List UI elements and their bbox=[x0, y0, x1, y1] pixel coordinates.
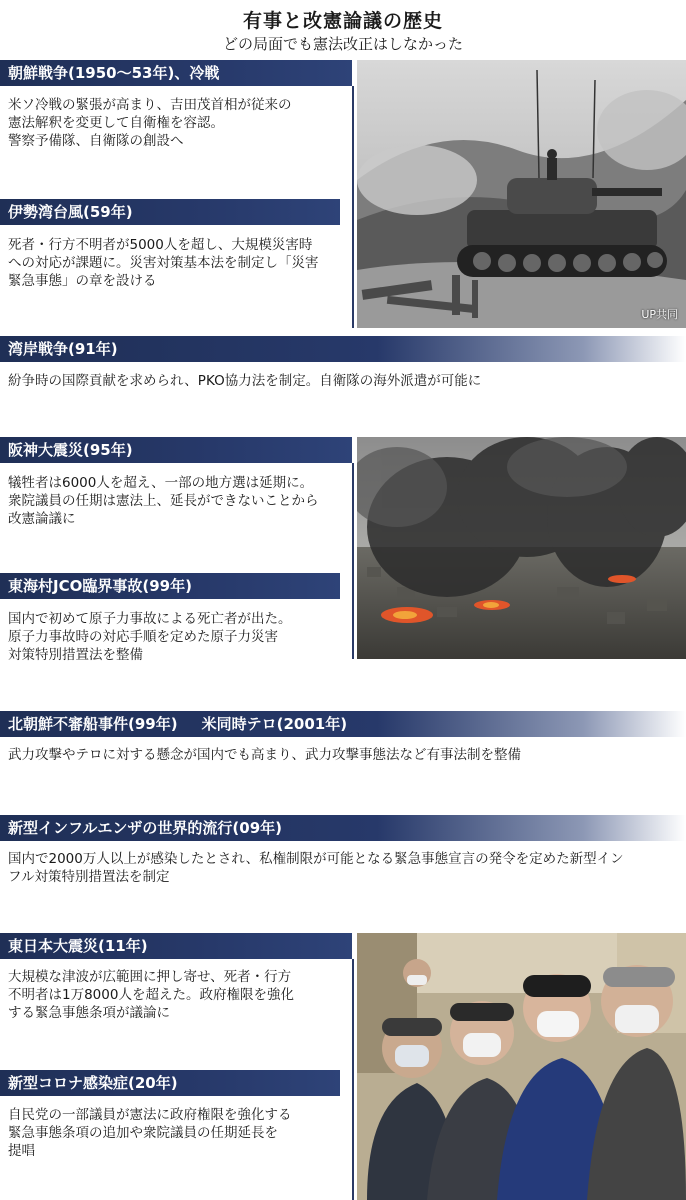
event-heading-korean-war bbox=[0, 60, 352, 86]
event-heading-text: 阪神大震災(95年) bbox=[8, 441, 133, 459]
event-heading-text: 湾岸戦争(91年) bbox=[8, 340, 118, 358]
officials-image bbox=[357, 933, 686, 1200]
event-heading-text: 新型コロナ感染症(20年) bbox=[8, 1074, 178, 1092]
event-desc-hanshin-earthquake: 犠牲者は6000人を超え、一部の地方選は延期に。 衆院議員の任期は憲法上、延長ができないことから 改憲論議に bbox=[8, 475, 319, 527]
event-heading-covid bbox=[0, 1070, 340, 1096]
photo-kobe-fires bbox=[357, 437, 686, 659]
event-heading-text-2: 米同時テロ(2001年) bbox=[201, 715, 348, 733]
event-heading-isewan-typhoon bbox=[0, 199, 340, 225]
event-heading-great-east-japan-earthquake bbox=[0, 933, 352, 959]
event-heading-jco-accident bbox=[0, 573, 340, 599]
event-desc-covid: 自民党の一部議員が憲法に政府権限を強化する 緊急事態条項の追加や衆院議員の任期延長を 提唱 bbox=[8, 1107, 292, 1159]
kobe-fire-image bbox=[357, 437, 686, 659]
tank-image bbox=[357, 60, 686, 328]
event-heading-influenza bbox=[0, 815, 686, 841]
photo-officials-masks bbox=[357, 933, 686, 1200]
divider bbox=[352, 463, 354, 659]
event-desc-korean-war: 米ソ冷戦の緊張が高まり、吉田茂首相が従来の 憲法解釈を変更して自衛権を容認。 警察予備隊、自衛隊の創設へ bbox=[8, 97, 292, 149]
event-desc-great-east-japan-earthquake: 大規模な津波が広範囲に押し寄せ、死者・行方 不明者は1万8000人を超えた。政府権限を強化 する緊急事態条項が議論に bbox=[8, 969, 294, 1021]
event-desc-influenza: 国内で2000万人以上が感染したとされ、私権制限が可能となる緊急事態宣言の発令を定めた新型イン フル対策特別措置法を制定 bbox=[8, 851, 624, 885]
event-heading-spy-ship-terror bbox=[0, 711, 686, 737]
page-subtitle: どの局面でも憲法改正はしなかった bbox=[222, 35, 463, 53]
event-desc-isewan-typhoon: 死者・行方不明者が5000人を超し、大規模災害時 への対応が課題に。災害対策基本法を制定し「災害 緊急事態」の章を設ける bbox=[8, 237, 319, 289]
divider bbox=[352, 86, 354, 328]
event-heading-gulf-war bbox=[0, 336, 686, 362]
event-heading-text: 朝鮮戦争(1950〜53年)、冷戦 bbox=[8, 64, 220, 82]
event-heading-text: 東海村JCO臨界事故(99年) bbox=[8, 577, 192, 595]
photo-credit: UP共同 bbox=[641, 308, 678, 321]
event-desc-gulf-war: 紛争時の国際貢献を求められ、PKO協力法を制定。自衛隊の海外派遣が可能に bbox=[8, 373, 482, 389]
event-desc-spy-ship-terror: 武力攻撃やテロに対する懸念が国内でも高まり、武力攻撃事態法など有事法制を整備 bbox=[8, 747, 521, 763]
divider bbox=[352, 959, 354, 1200]
event-heading-text: 北朝鮮不審船事件(99年) bbox=[8, 715, 178, 733]
event-desc-jco-accident: 国内で初めて原子力事故による死亡者が出た。 原子力事故時の対応手順を定めた原子力災害 対策特別措置法を整備 bbox=[8, 611, 292, 663]
event-heading-text: 新型インフルエンザの世界的流行(09年) bbox=[8, 819, 282, 837]
event-heading-text: 東日本大震災(11年) bbox=[8, 937, 148, 955]
page-title: 有事と改憲論議の歴史 bbox=[242, 10, 443, 32]
event-heading-hanshin-earthquake bbox=[0, 437, 352, 463]
event-heading-text: 伊勢湾台風(59年) bbox=[8, 203, 133, 221]
photo-tank bbox=[357, 60, 686, 328]
